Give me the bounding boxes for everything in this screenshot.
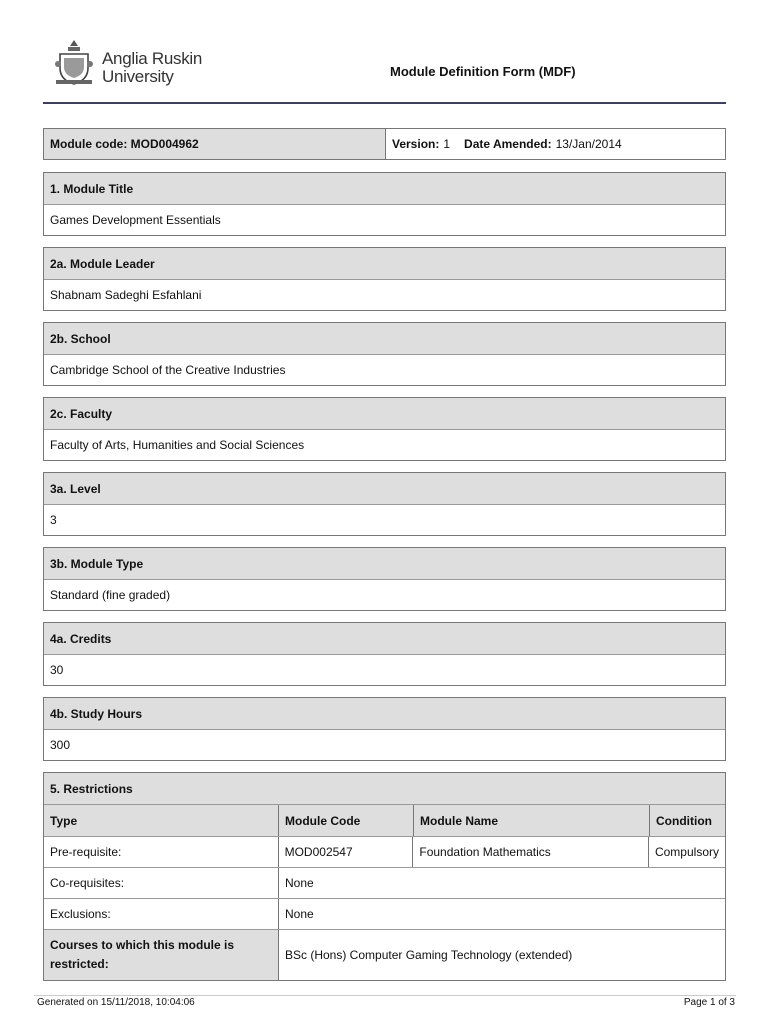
generated-timestamp: Generated on 15/11/2018, 10:04:06	[37, 997, 195, 1008]
university-logo	[54, 38, 224, 90]
section-value: Games Development Essentials	[50, 213, 221, 227]
section-value: Standard (fine graded)	[50, 588, 171, 602]
section-school	[43, 322, 726, 386]
restrictions-heading: 5. Restrictions	[50, 781, 133, 796]
section-value: 3	[50, 513, 57, 527]
section-heading: 2c. Faculty	[50, 406, 113, 421]
column-header-type: Type	[44, 805, 279, 836]
table-row-exclusions	[44, 899, 725, 930]
exclusions-value: None	[285, 907, 314, 921]
section-module-title	[43, 172, 726, 236]
version-label: Version:	[392, 137, 440, 151]
section-credits	[43, 622, 726, 686]
footer-divider	[34, 995, 736, 996]
courses-type-line-1: Courses to which this module is	[50, 938, 235, 952]
section-heading: 3a. Level	[50, 481, 101, 496]
courses-type-line-2: restricted:	[50, 957, 109, 971]
exclusions-type: Exclusions:	[44, 899, 279, 929]
date-amended-value: 13/Jan/2014	[555, 137, 622, 151]
section-level	[43, 472, 726, 536]
page-number: Page 1 of 3	[683, 997, 735, 1008]
version-date-cell	[386, 129, 725, 159]
corequisites-value: None	[285, 876, 314, 890]
column-header-condition: Condition	[656, 813, 712, 828]
section-heading: 4b. Study Hours	[50, 706, 143, 721]
module-code-row	[43, 128, 726, 160]
prerequisite-condition: Compulsory	[654, 845, 719, 859]
prerequisite-name: Foundation Mathematics	[413, 837, 649, 867]
restrictions-table	[43, 772, 726, 981]
module-code-cell: Module code: MOD004962	[44, 129, 386, 159]
courses-value: BSc (Hons) Computer Gaming Technology (extended)	[285, 948, 573, 962]
section-module-leader	[43, 247, 726, 311]
table-row-prerequisite	[44, 837, 725, 868]
corequisites-type: Co-requisites:	[44, 868, 279, 898]
section-value: Faculty of Arts, Humanities and Social Sciences	[50, 438, 305, 452]
section-heading: 2b. School	[50, 331, 111, 346]
logo-line-2: University	[102, 67, 174, 86]
section-heading: 4a. Credits	[50, 631, 112, 646]
section-value: Cambridge School of the Creative Industries	[50, 363, 286, 377]
section-value: 300	[50, 738, 71, 752]
table-row-corequisites	[44, 868, 725, 899]
section-heading: 2a. Module Leader	[50, 256, 155, 271]
section-module-type	[43, 547, 726, 611]
prerequisite-type: Pre-requisite:	[44, 837, 279, 867]
column-header-module-name: Module Name	[414, 805, 650, 836]
header-divider	[43, 102, 726, 104]
document-title: Module Definition Form (MDF)	[390, 64, 576, 79]
crest-icon	[54, 38, 94, 86]
section-study-hours	[43, 697, 726, 761]
section-faculty	[43, 397, 726, 461]
logo-line-1: Anglia Ruskin	[102, 49, 203, 68]
restrictions-column-headers	[44, 805, 725, 837]
table-row-courses	[44, 930, 725, 980]
section-heading: 3b. Module Type	[50, 556, 144, 571]
courses-type	[44, 930, 279, 980]
version-value: 1	[443, 137, 451, 151]
section-value: Shabnam Sadeghi Esfahlani	[50, 288, 202, 302]
date-amended-label: Date Amended:	[464, 137, 552, 151]
section-value: 30	[50, 663, 64, 677]
column-header-module-code: Module Code	[279, 805, 414, 836]
section-heading: 1. Module Title	[50, 181, 134, 196]
prerequisite-code: MOD002547	[279, 837, 414, 867]
